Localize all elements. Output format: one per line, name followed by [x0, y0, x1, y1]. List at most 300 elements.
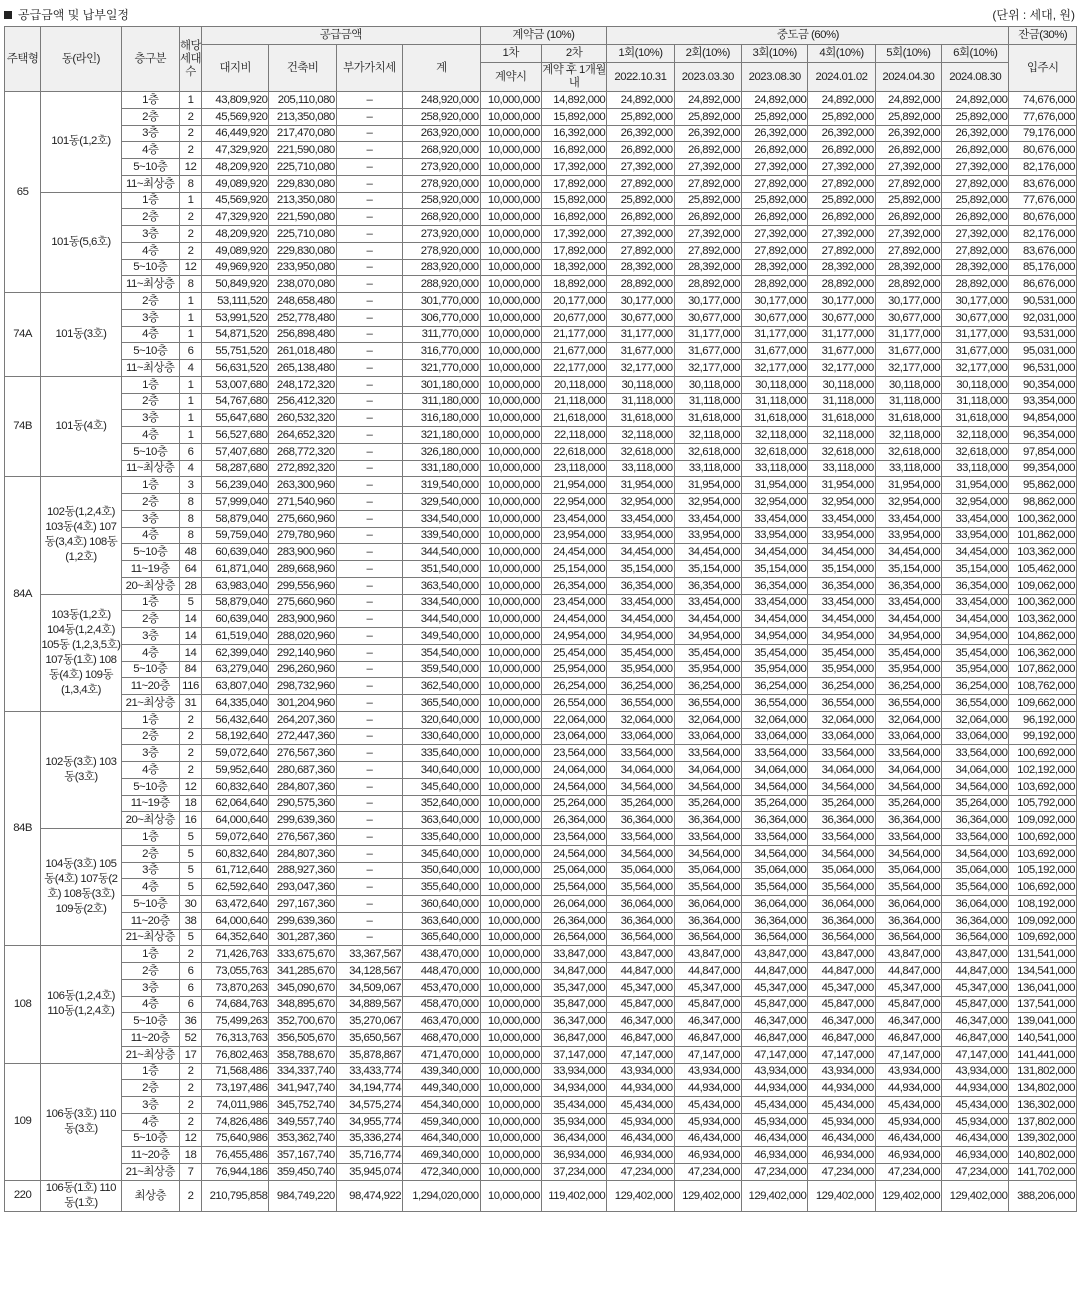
interim-payment-cell: 26,892,000	[875, 209, 941, 226]
contract-1-cell: 10,000,000	[480, 276, 541, 293]
interim-payment-cell: 27,892,000	[808, 242, 875, 259]
interim-payment-cell: 32,177,000	[741, 360, 807, 377]
contract-1-cell: 10,000,000	[480, 1080, 541, 1097]
interim-payment-cell: 35,154,000	[607, 561, 674, 578]
building-price-cell: 261,018,480	[269, 343, 336, 360]
contract-2-cell: 21,618,000	[541, 410, 606, 427]
interim-payment-cell: 32,954,000	[875, 494, 941, 511]
table-row	[5, 326, 1077, 343]
total-price-cell: 351,540,000	[403, 561, 480, 578]
interim-payment-cell: 36,064,000	[741, 896, 807, 913]
interim-payment-cell: 35,264,000	[674, 795, 741, 812]
land-price-cell: 54,767,680	[202, 393, 269, 410]
interim-payment-cell: 129,402,000	[942, 1180, 1009, 1211]
balance-cell: 105,192,000	[1009, 862, 1077, 879]
vat-cell: –	[336, 427, 402, 444]
land-price-cell: 62,399,040	[202, 644, 269, 661]
balance-cell: 90,354,000	[1009, 376, 1077, 393]
interim-payment-cell: 47,234,000	[875, 1164, 941, 1181]
floor-cell: 1층	[121, 92, 179, 109]
contract-2-cell: 16,892,000	[541, 142, 606, 159]
interim-payment-cell: 35,564,000	[942, 879, 1009, 896]
total-price-cell: 331,180,000	[403, 460, 480, 477]
table-row	[5, 711, 1077, 728]
interim-payment-cell: 35,454,000	[942, 644, 1009, 661]
contract-2-cell: 25,064,000	[541, 862, 606, 879]
vat-cell: –	[336, 108, 402, 125]
vat-cell: –	[336, 628, 402, 645]
contract-1-cell: 10,000,000	[480, 209, 541, 226]
balance-cell: 140,802,000	[1009, 1147, 1077, 1164]
section-title	[4, 6, 129, 23]
interim-payment-cell: 33,064,000	[942, 728, 1009, 745]
unit-count-cell: 6	[179, 343, 201, 360]
vat-cell: –	[336, 728, 402, 745]
floor-cell: 1층	[121, 376, 179, 393]
table-row	[5, 778, 1077, 795]
interim-payment-cell: 31,177,000	[875, 326, 941, 343]
interim-payment-cell: 33,454,000	[607, 510, 674, 527]
interim-payment-cell: 33,454,000	[674, 594, 741, 611]
land-price-cell: 48,209,920	[202, 226, 269, 243]
interim-payment-cell: 30,677,000	[875, 309, 941, 326]
building-price-cell: 358,788,670	[269, 1046, 336, 1063]
table-row	[5, 628, 1077, 645]
table-row	[5, 226, 1077, 243]
interim-payment-cell: 30,677,000	[808, 309, 875, 326]
land-price-cell: 76,944,186	[202, 1164, 269, 1181]
building-price-cell: 272,447,360	[269, 728, 336, 745]
interim-payment-cell: 24,892,000	[674, 92, 741, 109]
balance-cell: 106,692,000	[1009, 879, 1077, 896]
interim-payment-cell: 45,847,000	[942, 996, 1009, 1013]
interim-payment-cell: 36,064,000	[875, 896, 941, 913]
dong-line-cell: 104동(3호) 105동(4호) 107동(2호) 108동(3호) 109동(2호)	[41, 829, 121, 946]
contract-2-cell: 26,354,000	[541, 577, 606, 594]
unit-count-cell: 12	[179, 778, 201, 795]
unit-count-cell: 17	[179, 1046, 201, 1063]
table-row	[5, 376, 1077, 393]
interim-payment-cell: 33,064,000	[808, 728, 875, 745]
col-vat: 부가가치세	[336, 45, 402, 92]
building-price-cell: 256,898,480	[269, 326, 336, 343]
vat-cell: 35,270,067	[336, 1013, 402, 1030]
total-price-cell: 454,340,000	[403, 1097, 480, 1114]
building-price-cell: 299,639,360	[269, 912, 336, 929]
floor-cell: 21~최상층	[121, 1164, 179, 1181]
interim-payment-cell: 43,847,000	[875, 946, 941, 963]
total-price-cell: 448,470,000	[403, 963, 480, 980]
balance-cell: 109,662,000	[1009, 695, 1077, 712]
table-row	[5, 427, 1077, 444]
unit-count-cell: 6	[179, 963, 201, 980]
floor-cell: 1층	[121, 594, 179, 611]
table-row	[5, 946, 1077, 963]
interim-payment-cell: 32,618,000	[808, 443, 875, 460]
interim-payment-cell: 46,847,000	[607, 1030, 674, 1047]
building-price-cell: 298,732,960	[269, 678, 336, 695]
interim-payment-cell: 27,892,000	[875, 175, 941, 192]
contract-1-cell: 10,000,000	[480, 695, 541, 712]
total-price-cell: 321,770,000	[403, 360, 480, 377]
interim-payment-cell: 44,934,000	[674, 1080, 741, 1097]
interim-payment-cell: 33,564,000	[942, 745, 1009, 762]
contract-1-cell: 10,000,000	[480, 879, 541, 896]
unit-count-cell: 2	[179, 946, 201, 963]
unit-count-cell: 12	[179, 1130, 201, 1147]
land-price-cell: 55,647,680	[202, 410, 269, 427]
balance-cell: 388,206,000	[1009, 1180, 1077, 1211]
interim-payment-cell: 30,118,000	[808, 376, 875, 393]
interim-payment-cell: 28,392,000	[942, 259, 1009, 276]
interim-payment-cell: 34,564,000	[942, 845, 1009, 862]
balance-cell: 141,702,000	[1009, 1164, 1077, 1181]
table-row	[5, 92, 1077, 109]
interim-payment-cell: 36,564,000	[607, 929, 674, 946]
vat-cell: –	[336, 410, 402, 427]
interim-payment-cell: 33,118,000	[808, 460, 875, 477]
total-price-cell: 278,920,000	[403, 242, 480, 259]
contract-1-cell: 10,000,000	[480, 594, 541, 611]
contract-1-cell: 10,000,000	[480, 862, 541, 879]
interim-payment-cell: 31,954,000	[942, 477, 1009, 494]
interim-payment-cell: 31,177,000	[942, 326, 1009, 343]
unit-count-cell: 1	[179, 326, 201, 343]
vat-cell: –	[336, 912, 402, 929]
interim-payment-cell: 33,118,000	[607, 460, 674, 477]
interim-payment-cell: 27,892,000	[741, 175, 807, 192]
contract-1-cell: 10,000,000	[480, 510, 541, 527]
table-row	[5, 527, 1077, 544]
interim-payment-cell: 35,454,000	[808, 644, 875, 661]
interim-payment-cell: 36,254,000	[875, 678, 941, 695]
interim-payment-cell: 47,147,000	[674, 1046, 741, 1063]
interim-payment-cell: 27,392,000	[808, 226, 875, 243]
contract-2-cell: 21,677,000	[541, 343, 606, 360]
interim-payment-cell: 46,347,000	[808, 1013, 875, 1030]
total-price-cell: 301,180,000	[403, 376, 480, 393]
interim-payment-cell: 36,554,000	[741, 695, 807, 712]
interim-payment-cell: 33,064,000	[875, 728, 941, 745]
interim-payment-cell: 24,892,000	[875, 92, 941, 109]
contract-1-cell: 10,000,000	[480, 1046, 541, 1063]
interim-payment-cell: 31,954,000	[875, 477, 941, 494]
total-price-cell: 471,470,000	[403, 1046, 480, 1063]
table-row	[5, 561, 1077, 578]
floor-cell: 1층	[121, 829, 179, 846]
floor-cell: 3층	[121, 745, 179, 762]
vat-cell: 33,433,774	[336, 1063, 402, 1080]
house-type-cell: 65	[5, 92, 41, 293]
interim-payment-cell: 27,392,000	[875, 226, 941, 243]
interim-payment-cell: 33,454,000	[875, 510, 941, 527]
floor-cell: 2층	[121, 611, 179, 628]
total-price-cell: 334,540,000	[403, 510, 480, 527]
col-building: 건축비	[269, 45, 336, 92]
interim-payment-cell: 31,954,000	[607, 477, 674, 494]
interim-payment-cell: 33,454,000	[741, 510, 807, 527]
building-price-cell: 265,138,480	[269, 360, 336, 377]
contract-1-cell: 10,000,000	[480, 795, 541, 812]
contract-2-cell: 26,364,000	[541, 912, 606, 929]
interim-payment-cell: 34,564,000	[607, 778, 674, 795]
floor-cell: 21~최상층	[121, 1046, 179, 1063]
contract-1-cell: 10,000,000	[480, 1013, 541, 1030]
contract-1-cell: 10,000,000	[480, 577, 541, 594]
interim-payment-cell: 25,892,000	[607, 192, 674, 209]
interim-payment-cell: 36,564,000	[674, 929, 741, 946]
contract-2-cell: 17,392,000	[541, 226, 606, 243]
table-row	[5, 477, 1077, 494]
building-price-cell: 345,090,670	[269, 979, 336, 996]
interim-payment-cell: 34,564,000	[808, 778, 875, 795]
contract-1-cell: 10,000,000	[480, 929, 541, 946]
interim-payment-cell: 43,934,000	[674, 1063, 741, 1080]
total-price-cell: 321,180,000	[403, 427, 480, 444]
table-row	[5, 1030, 1077, 1047]
interim-payment-cell: 28,892,000	[607, 276, 674, 293]
interim-payment-cell: 27,392,000	[942, 159, 1009, 176]
unit-count-cell: 18	[179, 795, 201, 812]
balance-cell: 82,176,000	[1009, 226, 1077, 243]
floor-cell: 3층	[121, 1097, 179, 1114]
interim-payment-cell: 31,118,000	[875, 393, 941, 410]
interim-payment-cell: 35,064,000	[607, 862, 674, 879]
building-price-cell: 279,780,960	[269, 527, 336, 544]
interim-payment-cell: 34,064,000	[808, 762, 875, 779]
col-interim-2: 2회(10%)	[674, 45, 741, 63]
interim-payment-cell: 25,892,000	[875, 108, 941, 125]
total-price-cell: 352,640,000	[403, 795, 480, 812]
building-price-cell: 213,350,080	[269, 108, 336, 125]
interim-payment-cell: 34,454,000	[674, 611, 741, 628]
floor-cell: 5~10층	[121, 159, 179, 176]
contract-1-cell: 10,000,000	[480, 226, 541, 243]
interim-payment-cell: 33,454,000	[741, 594, 807, 611]
dong-line-cell: 106동(1호) 110동(1호)	[41, 1180, 121, 1211]
total-price-cell: 472,340,000	[403, 1164, 480, 1181]
interim-payment-cell: 26,892,000	[875, 142, 941, 159]
interim-payment-cell: 27,892,000	[741, 242, 807, 259]
interim-payment-cell: 34,454,000	[607, 611, 674, 628]
unit-count-cell: 1	[179, 192, 201, 209]
land-price-cell: 63,279,040	[202, 661, 269, 678]
floor-cell: 5~10층	[121, 1013, 179, 1030]
floor-cell: 5~10층	[121, 778, 179, 795]
total-price-cell: 355,640,000	[403, 879, 480, 896]
table-row	[5, 393, 1077, 410]
contract-1-cell: 10,000,000	[480, 1130, 541, 1147]
land-price-cell: 62,064,640	[202, 795, 269, 812]
land-price-cell: 49,969,920	[202, 259, 269, 276]
interim-payment-cell: 45,347,000	[808, 979, 875, 996]
contract-1-cell: 10,000,000	[480, 427, 541, 444]
table-row	[5, 829, 1077, 846]
building-price-cell: 283,900,960	[269, 544, 336, 561]
unit-count-cell: 52	[179, 1030, 201, 1047]
land-price-cell: 46,449,920	[202, 125, 269, 142]
contract-2-cell: 24,564,000	[541, 778, 606, 795]
interim-payment-cell: 45,347,000	[741, 979, 807, 996]
total-price-cell: 359,540,000	[403, 661, 480, 678]
total-price-cell: 306,770,000	[403, 309, 480, 326]
interim-payment-cell: 45,934,000	[674, 1113, 741, 1130]
interim-payment-cell: 46,434,000	[875, 1130, 941, 1147]
interim-payment-cell: 32,954,000	[808, 494, 875, 511]
total-price-cell: 469,340,000	[403, 1147, 480, 1164]
vat-cell: 34,955,774	[336, 1113, 402, 1130]
balance-cell: 99,192,000	[1009, 728, 1077, 745]
total-price-cell: 320,640,000	[403, 711, 480, 728]
interim-payment-cell: 31,677,000	[942, 343, 1009, 360]
interim-payment-cell: 45,847,000	[741, 996, 807, 1013]
land-price-cell: 54,871,520	[202, 326, 269, 343]
total-price-cell: 263,920,000	[403, 125, 480, 142]
contract-2-cell: 34,847,000	[541, 963, 606, 980]
contract-1-cell: 10,000,000	[480, 92, 541, 109]
contract-1-cell: 10,000,000	[480, 611, 541, 628]
land-price-cell: 64,000,640	[202, 812, 269, 829]
total-price-cell: 311,180,000	[403, 393, 480, 410]
building-price-cell: 293,047,360	[269, 879, 336, 896]
interim-payment-cell: 43,847,000	[808, 946, 875, 963]
interim-payment-cell: 34,064,000	[942, 762, 1009, 779]
total-price-cell: 354,540,000	[403, 644, 480, 661]
contract-1-cell: 10,000,000	[480, 326, 541, 343]
contract-2-cell: 21,954,000	[541, 477, 606, 494]
interim-payment-cell: 35,954,000	[674, 661, 741, 678]
interim-payment-cell: 46,434,000	[674, 1130, 741, 1147]
total-price-cell: 458,470,000	[403, 996, 480, 1013]
vat-cell: 34,509,067	[336, 979, 402, 996]
interim-payment-cell: 36,364,000	[741, 912, 807, 929]
interim-payment-cell: 33,954,000	[942, 527, 1009, 544]
contract-1-cell: 10,000,000	[480, 561, 541, 578]
balance-cell: 140,541,000	[1009, 1030, 1077, 1047]
interim-payment-cell: 27,892,000	[875, 242, 941, 259]
total-price-cell: 463,470,000	[403, 1013, 480, 1030]
balance-cell: 136,041,000	[1009, 979, 1077, 996]
interim-payment-cell: 31,177,000	[808, 326, 875, 343]
interim-payment-cell: 35,454,000	[741, 644, 807, 661]
interim-payment-cell: 32,118,000	[674, 427, 741, 444]
land-price-cell: 59,072,640	[202, 829, 269, 846]
interim-payment-cell: 35,064,000	[875, 862, 941, 879]
interim-payment-cell: 33,454,000	[875, 594, 941, 611]
building-price-cell: 280,687,360	[269, 762, 336, 779]
interim-payment-cell: 35,564,000	[607, 879, 674, 896]
building-price-cell: 284,807,360	[269, 845, 336, 862]
dong-line-cell: 101동(3호)	[41, 293, 121, 377]
land-price-cell: 75,499,263	[202, 1013, 269, 1030]
unit-count-cell: 14	[179, 611, 201, 628]
interim-payment-cell: 32,118,000	[808, 427, 875, 444]
unit-count-cell: 5	[179, 829, 201, 846]
interim-payment-cell: 46,434,000	[741, 1130, 807, 1147]
vat-cell: 98,474,922	[336, 1180, 402, 1211]
interim-payment-cell: 33,564,000	[808, 829, 875, 846]
floor-cell: 4층	[121, 996, 179, 1013]
land-price-cell: 74,826,486	[202, 1113, 269, 1130]
interim-payment-cell: 45,347,000	[875, 979, 941, 996]
total-price-cell: 345,640,000	[403, 845, 480, 862]
interim-payment-cell: 46,847,000	[674, 1030, 741, 1047]
building-price-cell: 260,532,320	[269, 410, 336, 427]
interim-payment-cell: 31,618,000	[607, 410, 674, 427]
land-price-cell: 48,209,920	[202, 159, 269, 176]
contract-2-cell: 37,147,000	[541, 1046, 606, 1063]
interim-payment-cell: 30,118,000	[607, 376, 674, 393]
date-interim-1: 2022.10.31	[607, 63, 674, 92]
interim-payment-cell: 30,177,000	[875, 293, 941, 310]
balance-cell: 97,854,000	[1009, 443, 1077, 460]
interim-payment-cell: 44,847,000	[875, 963, 941, 980]
contract-2-cell: 36,934,000	[541, 1147, 606, 1164]
interim-payment-cell: 26,392,000	[607, 125, 674, 142]
balance-cell: 77,676,000	[1009, 108, 1077, 125]
interim-payment-cell: 30,177,000	[674, 293, 741, 310]
contract-1-cell: 10,000,000	[480, 845, 541, 862]
col-contract-1: 1차	[480, 45, 541, 63]
table-row	[5, 242, 1077, 259]
unit-count-cell: 7	[179, 1164, 201, 1181]
dong-line-cell: 106동(3호) 110동(3호)	[41, 1063, 121, 1180]
contract-2-cell: 24,454,000	[541, 544, 606, 561]
vat-cell: –	[336, 644, 402, 661]
contract-1-cell: 10,000,000	[480, 343, 541, 360]
floor-cell: 4층	[121, 242, 179, 259]
interim-payment-cell: 44,847,000	[741, 963, 807, 980]
contract-2-cell: 26,064,000	[541, 896, 606, 913]
interim-payment-cell: 27,392,000	[741, 226, 807, 243]
building-price-cell: 271,540,960	[269, 494, 336, 511]
building-price-cell: 221,590,080	[269, 209, 336, 226]
total-price-cell: 319,540,000	[403, 477, 480, 494]
contract-2-cell: 22,618,000	[541, 443, 606, 460]
interim-payment-cell: 129,402,000	[875, 1180, 941, 1211]
house-type-cell: 84A	[5, 477, 41, 712]
unit-count-cell: 64	[179, 561, 201, 578]
interim-payment-cell: 34,954,000	[607, 628, 674, 645]
contract-2-cell: 23,954,000	[541, 527, 606, 544]
unit-count-cell: 2	[179, 125, 201, 142]
interim-payment-cell: 44,847,000	[808, 963, 875, 980]
balance-cell: 109,062,000	[1009, 577, 1077, 594]
total-price-cell: 468,470,000	[403, 1030, 480, 1047]
contract-2-cell: 23,118,000	[541, 460, 606, 477]
contract-2-cell: 25,954,000	[541, 661, 606, 678]
contract-1-cell: 10,000,000	[480, 996, 541, 1013]
date-interim-2: 2023.03.30	[674, 63, 741, 92]
col-interim-3: 3회(10%)	[741, 45, 807, 63]
interim-payment-cell: 47,234,000	[808, 1164, 875, 1181]
interim-payment-cell: 26,392,000	[942, 125, 1009, 142]
total-price-cell: 258,920,000	[403, 108, 480, 125]
balance-cell: 131,802,000	[1009, 1063, 1077, 1080]
unit-count-cell: 2	[179, 142, 201, 159]
vat-cell: –	[336, 594, 402, 611]
vat-cell: –	[336, 376, 402, 393]
interim-payment-cell: 30,118,000	[942, 376, 1009, 393]
interim-payment-cell: 25,892,000	[674, 108, 741, 125]
interim-payment-cell: 46,934,000	[741, 1147, 807, 1164]
interim-payment-cell: 47,147,000	[808, 1046, 875, 1063]
interim-payment-cell: 36,364,000	[607, 812, 674, 829]
building-price-cell: 334,337,740	[269, 1063, 336, 1080]
building-price-cell: 357,167,740	[269, 1147, 336, 1164]
table-row	[5, 1180, 1077, 1211]
dong-line-cell: 101동(1,2호)	[41, 92, 121, 193]
